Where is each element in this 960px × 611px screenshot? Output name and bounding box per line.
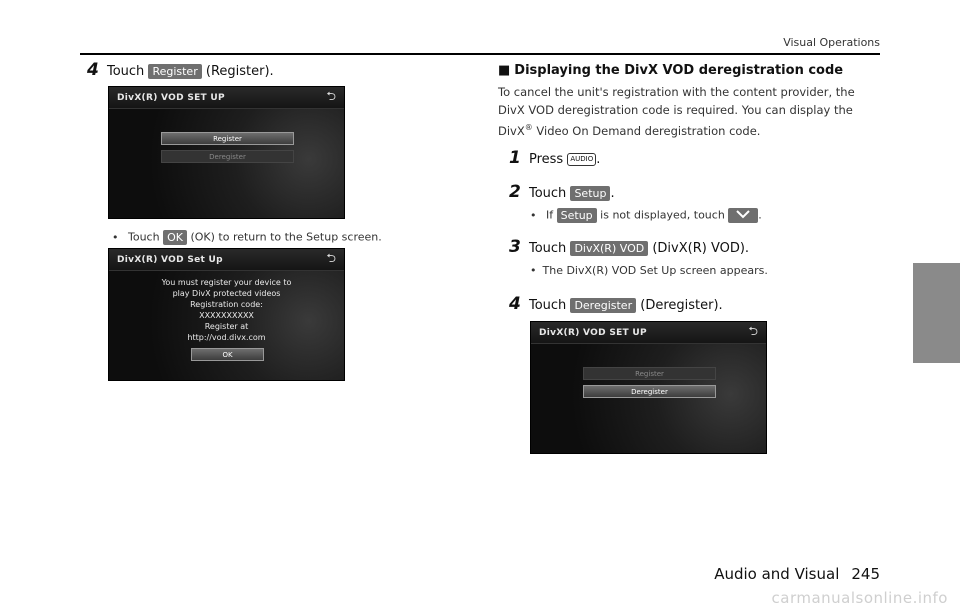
screen-titlebar <box>531 322 766 344</box>
page-footer <box>714 565 880 583</box>
registration-message <box>109 277 344 343</box>
register-button[interactable]: Register <box>583 367 716 380</box>
screen-title: DivX(R) VOD Set Up <box>117 254 223 265</box>
step-1-press-audio <box>509 148 600 168</box>
screen-title: DivX(R) VOD SET UP <box>539 327 647 338</box>
register-button[interactable]: Register <box>161 132 294 145</box>
step-number: 2 <box>509 182 521 202</box>
step-2-touch-setup <box>509 182 615 202</box>
bullet-text: . <box>758 208 762 222</box>
ok-bullet <box>112 230 382 245</box>
setup-chip: Setup <box>557 208 597 223</box>
chevron-down-icon <box>728 208 758 223</box>
bullet-text: is not displayed, touch <box>600 208 725 222</box>
step-number: 1 <box>509 148 521 168</box>
heading-marker: ■ <box>498 63 511 78</box>
step-4-register <box>87 60 274 80</box>
section-heading <box>498 63 843 78</box>
footer-title: Audio and Visual <box>714 565 840 583</box>
message-line: play DivX protected videos <box>172 289 281 298</box>
registration-code-screenshot <box>108 248 345 381</box>
header-rule <box>80 53 880 55</box>
setup-bullet <box>530 208 762 223</box>
step-4-deregister <box>509 294 723 314</box>
screen-title: DivX(R) VOD SET UP <box>117 92 225 103</box>
ok-button[interactable]: OK <box>191 348 264 361</box>
back-icon[interactable]: ⮌ <box>748 324 758 338</box>
intro-paragraph <box>498 83 878 140</box>
deregister-button[interactable]: Deregister <box>161 150 294 163</box>
divx-vod-bullet: • The DivX(R) VOD Set Up screen appears. <box>530 264 768 277</box>
ok-chip: OK <box>163 230 187 245</box>
step-text: Touch <box>106 64 145 79</box>
paragraph-text: To cancel the unit's registration with the content provider, the DivX VOD deregistration code is required. You can display the DivX <box>498 85 855 138</box>
message-line: You must register your device to <box>161 278 292 287</box>
chapter-side-tab <box>913 263 960 363</box>
message-line: Registration code: <box>190 300 263 309</box>
paragraph-text: Video On Demand deregistration code. <box>532 123 761 138</box>
step-text: . <box>596 152 601 167</box>
deregister-chip: Deregister <box>570 298 636 313</box>
back-icon[interactable]: ⮌ <box>326 89 336 103</box>
step-text: Touch <box>528 186 567 201</box>
divx-deregister-screenshot <box>530 321 767 454</box>
step-text: Touch <box>528 241 567 256</box>
heading-text: Displaying the DivX VOD deregistration code <box>514 63 844 78</box>
page-number: 245 <box>851 565 880 583</box>
screen-titlebar <box>109 249 344 271</box>
bullet-text: (OK) to return to the Setup screen. <box>190 230 382 244</box>
bullet-text: If <box>546 208 554 222</box>
step-text: . <box>610 186 615 201</box>
divx-setup-screenshot <box>108 86 345 219</box>
step-text: (Register). <box>205 64 274 79</box>
back-icon[interactable]: ⮌ <box>326 251 336 265</box>
divx-vod-chip: DivX(R) VOD <box>570 241 648 256</box>
step-text: Press <box>528 152 564 167</box>
section-header: Visual Operations <box>783 36 880 49</box>
setup-chip: Setup <box>570 186 610 201</box>
bullet-text: Touch <box>128 230 160 244</box>
registered-mark: ® <box>524 123 533 132</box>
registration-url: http://vod.divx.com <box>187 333 266 342</box>
step-number: 4 <box>509 294 521 314</box>
message-line: Register at <box>204 322 249 331</box>
audio-key: AUDIO <box>567 153 596 166</box>
deregister-button[interactable]: Deregister <box>583 385 716 398</box>
step-text: (DivX(R) VOD). <box>652 241 750 256</box>
step-3-touch-divx-vod <box>509 237 749 257</box>
register-chip: Register <box>148 64 201 79</box>
registration-code: XXXXXXXXXX <box>199 311 254 320</box>
step-text: (Deregister). <box>640 298 723 313</box>
step-number: 3 <box>509 237 521 257</box>
step-number: 4 <box>87 60 99 80</box>
step-text: Touch <box>528 298 567 313</box>
screen-titlebar <box>109 87 344 109</box>
watermark: carmanualsonline.info <box>771 589 948 607</box>
